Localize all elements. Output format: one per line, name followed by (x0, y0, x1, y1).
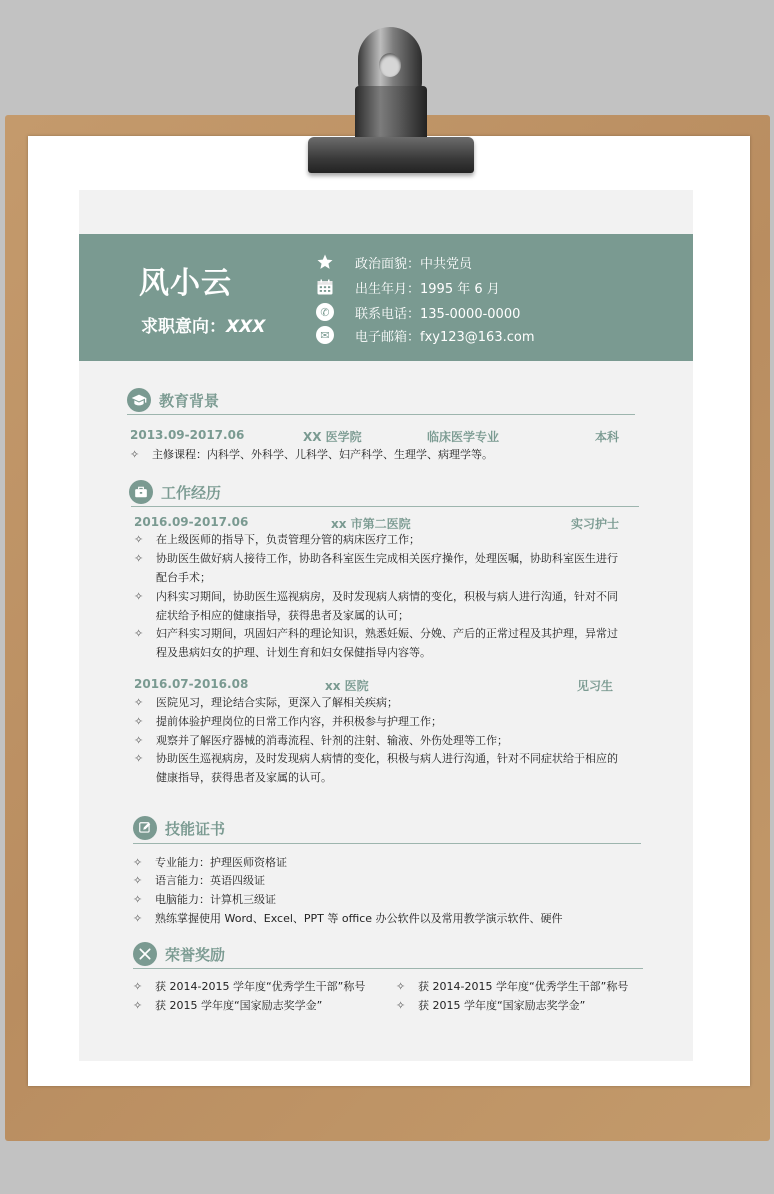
list-item (396, 997, 646, 1016)
diamond-bullet-icon: ✧ (133, 999, 143, 1012)
bullet-text: 协助医生做好病人接待工作，协助各科室医生完成相关医疗操作，处理医嘱，协助科室医生进行 (156, 552, 618, 565)
diamond-bullet-icon: ✧ (134, 552, 144, 565)
diamond-bullet-icon: ✧ (134, 715, 144, 728)
bullet-text-cont: 症状给予相应的健康指导，获得患者及家属的认可； (156, 608, 409, 622)
list-item (134, 713, 639, 732)
list-item (134, 531, 639, 550)
section-work (129, 479, 221, 505)
diamond-bullet-icon: ✧ (133, 912, 143, 925)
bullet-text: 在上级医师的指导下，负责管理分管的病床医疗工作； (156, 533, 420, 546)
diamond-bullet-icon: ✧ (396, 999, 406, 1012)
list-item (134, 750, 639, 787)
honor-text: 获 2014-2015 学年度“优秀学生干部”称号 (418, 980, 629, 993)
tools-icon (133, 942, 157, 966)
info-phone-text: 联系电话：135-0000-0000 (355, 306, 521, 322)
skill-text: 语言能力：英语四级证 (155, 874, 265, 887)
bullet-text-cont: 配台手术； (156, 570, 211, 584)
diamond-bullet-icon: ✧ (134, 696, 144, 709)
diamond-bullet-icon: ✧ (134, 752, 144, 765)
honor-text: 获 2015 学年度“国家励志奖学金” (155, 999, 323, 1012)
list-item (134, 732, 639, 751)
list-item (133, 854, 641, 873)
diamond-bullet-icon: ✧ (130, 448, 140, 461)
section-education-title: 教育背景 (159, 391, 220, 410)
list-item (134, 588, 639, 625)
bullet-text: 提前体验护理岗位的日常工作内容，并积极参与护理工作； (156, 715, 442, 728)
clip-base (308, 137, 474, 173)
diamond-bullet-icon: ✧ (134, 590, 144, 603)
clip-hole (379, 53, 401, 77)
education-degree: 本科 (595, 430, 620, 444)
job-intent (141, 312, 265, 337)
job-intent-value: XXX (226, 317, 266, 337)
candidate-name: 风小云 (139, 266, 232, 301)
bullet-text: 妇产科实习期间，巩固妇产科的理论知识，熟悉妊娠、分娩、产后的正常过程及其护理，异常过 (156, 627, 618, 640)
diamond-bullet-icon: ✧ (134, 627, 144, 640)
skill-text: 电脑能力：计算机三级证 (155, 893, 276, 906)
section-skills (133, 815, 225, 841)
job-role: 实习护士 (571, 517, 620, 531)
list-item (133, 872, 641, 891)
briefcase-icon (129, 480, 153, 504)
job-org: xx 市第二医院 (331, 517, 411, 531)
info-political (315, 252, 472, 272)
resume-header (79, 234, 693, 361)
list-item (133, 978, 388, 997)
info-phone (315, 302, 520, 322)
graduation-cap-icon (127, 388, 151, 412)
info-email-text: 电子邮箱：fxy123@163.com (355, 329, 535, 345)
diamond-bullet-icon: ✧ (134, 533, 144, 546)
calendar-icon (315, 277, 335, 297)
honors-rule (133, 968, 643, 969)
bullet-text-cont: 健康指导，获得患者及家属的认可。 (156, 770, 332, 784)
phone-icon: ✆ (315, 302, 335, 322)
honor-text: 获 2014-2015 学年度“优秀学生干部”称号 (155, 980, 366, 993)
diamond-bullet-icon: ✧ (396, 980, 406, 993)
job-org: xx 医院 (325, 679, 369, 693)
section-skills-title: 技能证书 (165, 819, 226, 838)
education-period: 2013.09-2017.06 (130, 428, 245, 442)
job-role: 见习生 (577, 679, 614, 693)
star-icon (315, 252, 335, 272)
diamond-bullet-icon: ✧ (134, 734, 144, 747)
education-courses: 主修课程：内科学、外科学、儿科学、妇产科学、生理学、病理学等。 (152, 448, 493, 461)
bullet-text: 内科实习期间，协助医生巡视病房，及时发现病人病情的变化，积极与病人进行沟通，针对不同 (156, 590, 618, 603)
list-item (134, 550, 639, 587)
bullet-text: 观察并了解医疗器械的消毒流程、针剂的注射、输液、外伤处理等工作； (156, 734, 508, 747)
diamond-bullet-icon: ✧ (133, 874, 143, 887)
list-item (133, 910, 641, 929)
info-political-text: 政治面貌：中共党员 (355, 256, 473, 272)
honor-text: 获 2015 学年度“国家励志奖学金” (418, 999, 586, 1012)
skills-rule (133, 843, 641, 844)
list-item (133, 997, 388, 1016)
section-honors-title: 荣誉奖励 (165, 945, 226, 964)
pencil-icon (133, 816, 157, 840)
list-item (134, 625, 639, 662)
bullet-text-cont: 程及患病妇女的护理、计划生育和妇女保健指导内容等。 (156, 645, 431, 659)
job-intent-label: 求职意向： (141, 317, 226, 337)
skill-text: 专业能力：护理医师资格证 (155, 856, 287, 869)
work-rule (131, 506, 639, 507)
email-icon: ✉ (315, 325, 335, 345)
section-honors (133, 941, 225, 967)
education-school: XX 医学院 (303, 430, 362, 444)
job-period: 2016.09-2017.06 (134, 515, 249, 529)
section-work-title: 工作经历 (161, 483, 222, 502)
bullet-text: 医院见习，理论结合实际，更深入了解相关疾病； (156, 696, 398, 709)
diamond-bullet-icon: ✧ (133, 893, 143, 906)
bullet-text: 协助医生巡视病房，及时发现病人病情的变化，积极与病人进行沟通，针对不同症状给于相应的 (156, 752, 618, 765)
section-education (127, 387, 219, 413)
skill-text: 熟练掌握使用 Word、Excel、PPT 等 office 办公软件以及常用教学演示软件、硬件 (155, 912, 563, 925)
education-major: 临床医学专业 (427, 430, 500, 444)
info-birth (315, 277, 500, 297)
list-item (133, 891, 641, 910)
education-rule (127, 414, 635, 415)
job-period: 2016.07-2016.08 (134, 677, 249, 691)
info-email (315, 325, 535, 345)
list-item (396, 978, 646, 997)
list-item (130, 446, 635, 465)
diamond-bullet-icon: ✧ (133, 856, 143, 869)
info-birth-text: 出生年月：1995 年 6 月 (355, 281, 500, 297)
diamond-bullet-icon: ✧ (133, 980, 143, 993)
list-item (134, 694, 639, 713)
